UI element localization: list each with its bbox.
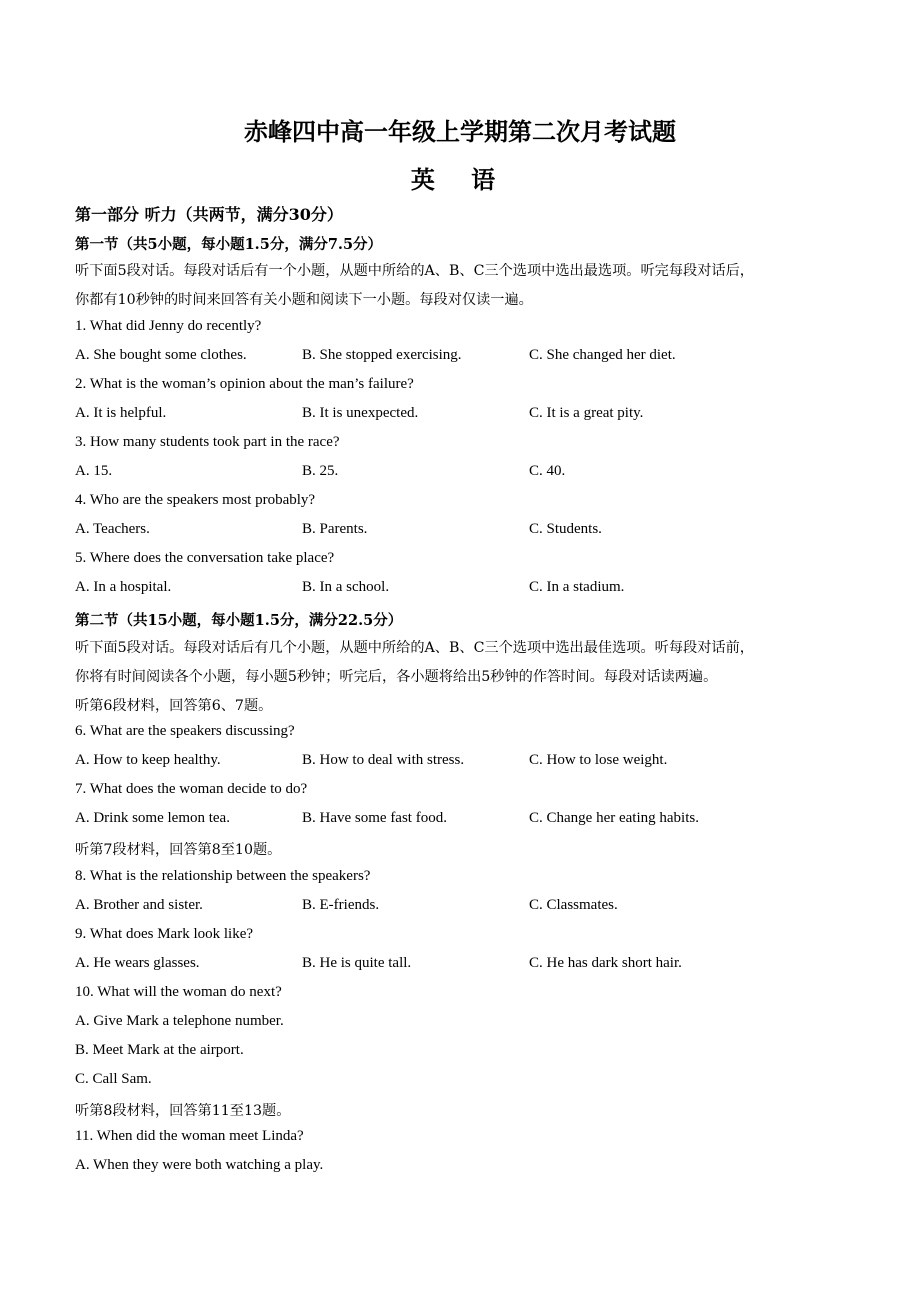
subject-title: 英 语	[410, 165, 510, 194]
dialogue-8-note: 听第8段材料，回答第11至13题。	[75, 1103, 291, 1119]
question-9-option-c: C. He has dark short hair.	[529, 955, 682, 971]
question-1-option-a: A. She bought some clothes.	[75, 347, 247, 363]
question-4-stem: 4. Who are the speakers most probably?	[75, 492, 316, 508]
question-3-option-c: C. 40.	[529, 463, 566, 479]
dialogue-6-note: 听第6段材料，回答第6、7题。	[75, 698, 273, 714]
question-1-option-c: C. She changed her diet.	[529, 347, 676, 363]
section2-instruction-line2: 你将有时间阅读各个小题，每小题5秒钟；听完后，各小题将给出5秒钟的作答时间。每段对话读两遍。	[75, 669, 718, 685]
question-1-option-b: B. She stopped exercising.	[302, 347, 462, 363]
question-5-stem: 5. Where does the conversation take place?	[75, 550, 335, 566]
question-11-stem: 11. When did the woman meet Linda?	[75, 1128, 304, 1144]
question-2-stem: 2. What is the woman’s opinion about the man’s failure?	[75, 376, 414, 392]
section1-heading: 第一节（共5小题，每小题1.5分，满分7.5分）	[75, 236, 383, 253]
question-2-option-a: A. It is helpful.	[75, 405, 167, 421]
question-3-option-a: A. 15.	[75, 463, 113, 479]
question-7-option-a: A. Drink some lemon tea.	[75, 810, 230, 826]
question-6-option-b: B. How to deal with stress.	[302, 752, 465, 768]
question-9-option-b: B. He is quite tall.	[302, 955, 412, 971]
question-6-stem: 6. What are the speakers discussing?	[75, 723, 295, 739]
section1-instruction-line2: 你都有10秒钟的时间来回答有关小题和阅读下一小题。每段对仅读一遍。	[75, 292, 533, 308]
question-5-option-b: B. In a school.	[302, 579, 390, 595]
question-4-option-c: C. Students.	[529, 521, 602, 537]
question-9-stem: 9. What does Mark look like?	[75, 926, 254, 942]
question-6-option-a: A. How to keep healthy.	[75, 752, 221, 768]
section2-instruction-line1: 听下面5段对话。每段对话后有几个小题，从题中所给的A、B、C三个选项中选出最佳选项。听每段对话前，	[75, 640, 754, 656]
question-6-option-c: C. How to lose weight.	[529, 752, 668, 768]
question-8-option-a: A. Brother and sister.	[75, 897, 203, 913]
question-10-option-a: A. Give Mark a telephone number.	[75, 1013, 284, 1029]
question-5-option-c: C. In a stadium.	[529, 579, 625, 595]
exam-title: 赤峰四中高一年级上学期第二次月考试题	[244, 117, 676, 146]
question-4-option-a: A. Teachers.	[75, 521, 150, 537]
section2-heading: 第二节（共15小题，每小题1.5分，满分22.5分）	[75, 612, 403, 629]
question-4-option-b: B. Parents.	[302, 521, 368, 537]
question-9-option-a: A. He wears glasses.	[75, 955, 200, 971]
section1-instruction-line1: 听下面5段对话。每段对话后有一个小题，从题中所给的A、B、C三个选项中选出最选项。听完每段对话后，	[75, 263, 754, 279]
question-10-option-c: C. Call Sam.	[75, 1071, 152, 1087]
question-7-option-c: C. Change her eating habits.	[529, 810, 699, 826]
question-8-option-b: B. E-friends.	[302, 897, 380, 913]
dialogue-7-note: 听第7段材料，回答第8至10题。	[75, 842, 282, 858]
question-7-option-b: B. Have some fast food.	[302, 810, 447, 826]
question-1-stem: 1. What did Jenny do recently?	[75, 318, 262, 334]
question-8-stem: 8. What is the relationship between the speakers?	[75, 868, 371, 884]
question-10-option-b: B. Meet Mark at the airport.	[75, 1042, 244, 1058]
question-11-option-a: A. When they were both watching a play.	[75, 1157, 324, 1173]
question-8-option-c: C. Classmates.	[529, 897, 618, 913]
question-3-stem: 3. How many students took part in the race?	[75, 434, 340, 450]
question-10-stem: 10. What will the woman do next?	[75, 984, 282, 1000]
question-2-option-c: C. It is a great pity.	[529, 405, 644, 421]
question-5-option-a: A. In a hospital.	[75, 579, 172, 595]
question-7-stem: 7. What does the woman decide to do?	[75, 781, 308, 797]
question-2-option-b: B. It is unexpected.	[302, 405, 419, 421]
question-3-option-b: B. 25.	[302, 463, 339, 479]
part1-heading: 第一部分 听力（共两节，满分30分）	[75, 205, 343, 224]
